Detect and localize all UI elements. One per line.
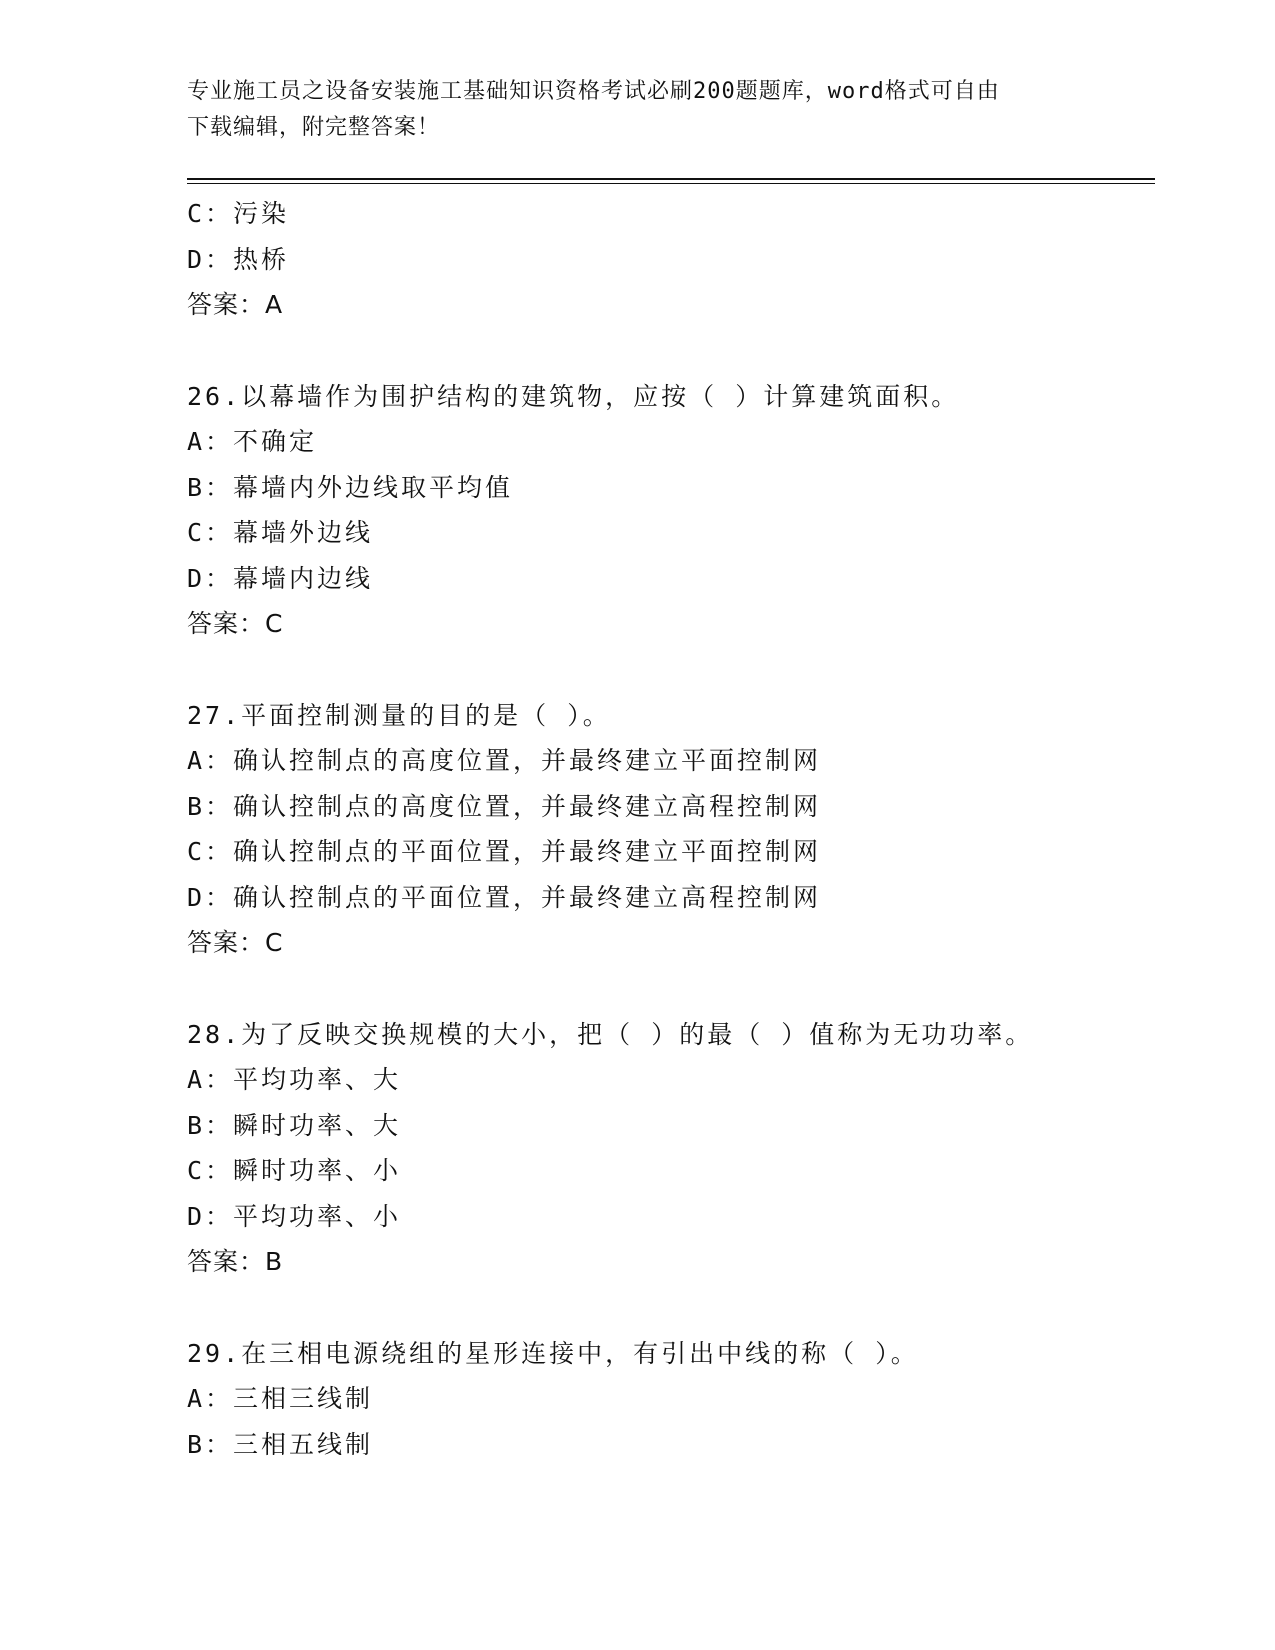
option-d: D：确认控制点的平面位置，并最终建立高程控制网 — [187, 882, 822, 912]
spacer — [187, 328, 1155, 374]
question-list — [187, 191, 1155, 1467]
spacer — [187, 647, 1155, 693]
header-divider-thin — [187, 183, 1155, 184]
option-c: C：确认控制点的平面位置，并最终建立平面控制网 — [187, 837, 822, 866]
question-block-29 — [187, 1331, 1155, 1468]
option-d: D：平均功率、小 — [187, 1201, 402, 1231]
question-text: 29.在三相电源绕组的星形连接中，有引出中线的称（ ）。 — [187, 1338, 919, 1368]
option-a: A：确认控制点的高度位置，并最终建立平面控制网 — [187, 746, 822, 775]
header-title-line-1: 专业施工员之设备安装施工基础知识资格考试必刷200题题库，word格式可自由 — [187, 79, 1000, 104]
question-text: 28.为了反映交换规模的大小，把（ ）的最（ ）值称为无功功率。 — [187, 1019, 1034, 1049]
option-b: B：瞬时功率、大 — [187, 1110, 402, 1140]
option-b: B：确认控制点的高度位置，并最终建立高程控制网 — [187, 791, 822, 821]
option-a: A：不确定 — [187, 427, 318, 456]
option-d: D：幕墙内边线 — [187, 563, 374, 593]
option-c: C：瞬时功率、小 — [187, 1156, 402, 1185]
page-header — [187, 74, 1077, 146]
question-text: 27.平面控制测量的目的是（ ）。 — [187, 700, 611, 730]
option-c: C：幕墙外边线 — [187, 518, 374, 547]
header-divider-thick — [187, 178, 1155, 180]
option-b: B：三相五线制 — [187, 1429, 374, 1459]
option-c: C：污染 — [187, 199, 290, 228]
spacer — [187, 1285, 1155, 1331]
question-block-27 — [187, 693, 1155, 966]
question-block-26 — [187, 374, 1155, 647]
question-block-25 — [187, 191, 1155, 328]
option-d: D：热桥 — [187, 244, 290, 274]
question-text: 26.以幕墙作为围护结构的建筑物，应按（ ）计算建筑面积。 — [187, 381, 960, 411]
header-title-line-2: 下载编辑，附完整答案！ — [187, 115, 441, 140]
option-a: A：三相三线制 — [187, 1384, 374, 1413]
option-a: A：平均功率、大 — [187, 1065, 402, 1094]
option-b: B：幕墙内外边线取平均值 — [187, 472, 514, 502]
answer-line: 答案：B — [187, 1247, 284, 1276]
spacer — [187, 966, 1155, 1012]
answer-line: 答案：C — [187, 928, 284, 957]
question-block-28 — [187, 1012, 1155, 1285]
answer-line: 答案：A — [187, 290, 284, 319]
answer-line: 答案：C — [187, 609, 284, 638]
